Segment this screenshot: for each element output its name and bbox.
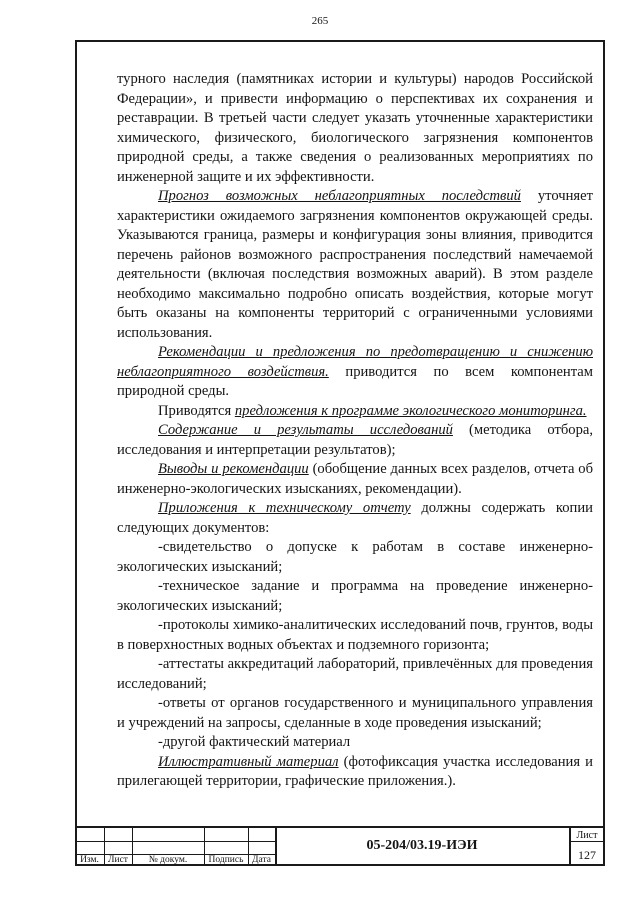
paragraph bbox=[117, 499, 593, 538]
page-number: 265 bbox=[311, 15, 329, 27]
section-heading: Иллюстративный материал bbox=[158, 753, 339, 770]
paragraph-text: -протоколы химико-аналитических исследований почв, грунтов, воды в поверхностных водных объектах и подземного горизонта; bbox=[117, 617, 593, 653]
paragraph bbox=[117, 343, 593, 402]
stamp-column-change: Изм. bbox=[80, 855, 99, 865]
section-heading: предложения к программе экологического мониторинга. bbox=[234, 402, 587, 419]
title-block bbox=[75, 826, 605, 866]
paragraph-text: Приводятся bbox=[158, 402, 235, 419]
stamp-row-line bbox=[75, 841, 275, 842]
section-heading: Приложения к техническому отчету bbox=[158, 500, 411, 516]
section-heading: Содержание и результаты исследований bbox=[158, 422, 453, 438]
paragraph-text: -аттестаты аккредитаций лабораторий, привлечённых для проведения исследований; bbox=[117, 656, 593, 692]
stamp-column-sheet: Лист bbox=[108, 855, 128, 865]
section-heading: Прогноз возможных неблагоприятных последствий bbox=[158, 188, 521, 204]
paragraph bbox=[117, 753, 593, 792]
paragraph-text: (фотофиксация участка исследования и прилегающей территории, графические приложения.). bbox=[117, 753, 593, 789]
paragraph-text: -другой фактический материал bbox=[158, 734, 351, 750]
paragraph bbox=[117, 421, 593, 460]
paragraph bbox=[117, 70, 593, 187]
paragraph-text: приводится по всем компонентам природной среды. bbox=[117, 363, 594, 399]
paragraph-text: -ответы от органов государственного и муниципального управления и учреждений на запросы, сделанные в ходе проведения изысканий; bbox=[117, 695, 593, 731]
paragraph bbox=[117, 655, 593, 694]
stamp-column-document: № докум. bbox=[148, 855, 188, 865]
paragraph-text: (обобщение данных всех разделов, отчета об инженерно-экологических изысканиях, рекомендации). bbox=[117, 461, 593, 497]
document-code: 05-204/03.19-ИЭИ bbox=[366, 838, 478, 853]
paragraph bbox=[117, 577, 593, 616]
paragraph-text: турного наследия (памятниках истории и культуры) народов Российской Федерации», и привести информацию о перспективах их сохранения и реставрации. В третьей части следует указать уточненные характеристики химического, физического, биологического загрязнения компонентов природной среды, а также сведения о реализованных мероприятиях по инженерной защите и их эффективности. bbox=[117, 71, 593, 185]
paragraph-text: должны содержать копии следующих документов: bbox=[117, 500, 593, 536]
paragraph bbox=[117, 187, 593, 343]
section-heading: Рекомендации и предложения по предотвращению и снижению неблагоприятного воздействия. bbox=[117, 344, 593, 380]
paragraph bbox=[117, 694, 593, 733]
stamp-column-date: Дата bbox=[252, 855, 271, 865]
stamp-column-signature: Подпись bbox=[208, 855, 244, 865]
paragraph bbox=[117, 460, 593, 499]
paragraph-text: -свидетельство о допуске к работам в составе инженерно-экологических изысканий; bbox=[117, 539, 593, 575]
paragraph bbox=[117, 616, 593, 655]
sheet-number: 127 bbox=[578, 848, 596, 862]
paragraph-text: (методика отбора, исследования и интерпретации результатов); bbox=[117, 422, 594, 458]
paragraph-text: уточняет характеристики ожидаемого загрязнения компонентов окружающей среды. Указываются граница, размеры и конфигурация зоны влияния, приводится перечень районов возможного распространения последствий намечаемой деятельности (включая последствия возможных аварий). В этом разделе необходимо максимально подробно описать воздействия, которые могут быть оказаны на компоненты территорий с ограниченными условиями использования. bbox=[117, 188, 593, 341]
paragraph-text: -техническое задание и программа на проведение инженерно-экологических изысканий; bbox=[117, 578, 593, 614]
section-heading: Выводы и рекомендации bbox=[158, 461, 309, 477]
paragraph bbox=[117, 402, 593, 422]
paragraph bbox=[117, 538, 593, 577]
paragraph bbox=[117, 733, 593, 753]
document-body bbox=[117, 70, 593, 792]
stamp-row-line bbox=[569, 841, 605, 842]
sheet-label: Лист bbox=[576, 830, 598, 841]
